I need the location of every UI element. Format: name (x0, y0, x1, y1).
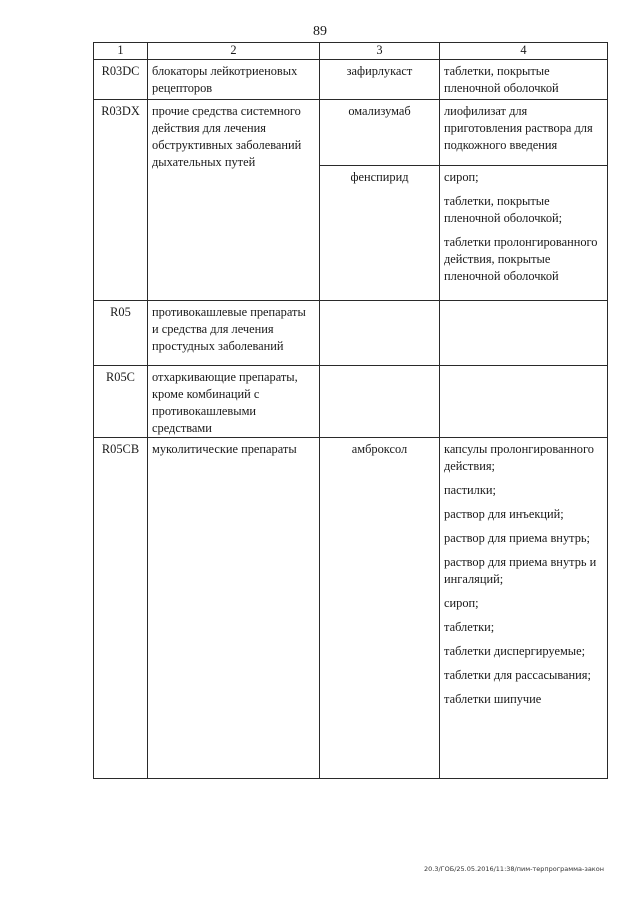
dosage-form: сироп; (444, 170, 479, 184)
table-row (94, 366, 608, 438)
inn-name: зафирлукаст (320, 60, 440, 100)
dosage-form: раствор для приема внутрь и ингаляций; (444, 555, 597, 586)
group-name: муколитические препараты (148, 438, 320, 779)
dosage-forms (440, 60, 608, 100)
inn-name (320, 366, 440, 438)
dosage-form: таблетки для рассасывания; (444, 668, 591, 682)
dosage-forms (440, 301, 608, 366)
header-col-4: 4 (440, 43, 608, 60)
drug-table (93, 42, 608, 779)
header-row (94, 43, 608, 60)
group-name: блокаторы лейкотриеновых рецепторов (148, 60, 320, 100)
atc-code: R05CB (94, 438, 148, 779)
dosage-form: таблетки шипучие (444, 692, 542, 706)
table-row (94, 100, 608, 166)
inn-name: амброксол (320, 438, 440, 779)
dosage-form: раствор для инъекций; (444, 507, 564, 521)
footer-reference: 20.3/ГОБ/25.05.2016/11:38/пим-терпрограмма-закон (424, 865, 604, 873)
dosage-forms (440, 166, 608, 301)
atc-code: R05C (94, 366, 148, 438)
dosage-form: раствор для приема внутрь; (444, 531, 590, 545)
header-col-2: 2 (148, 43, 320, 60)
inn-name: омализумаб (320, 100, 440, 166)
dosage-form: сироп; (444, 596, 479, 610)
inn-name: фенспирид (320, 166, 440, 301)
table-row (94, 301, 608, 366)
table-row (94, 438, 608, 779)
dosage-form: капсулы пролонгированного действия; (444, 442, 594, 473)
group-name: прочие средства системного действия для лечения обструктивных заболеваний дыхательных путей (148, 100, 320, 301)
dosage-form: таблетки диспергируемые; (444, 644, 586, 658)
atc-code: R03DX (94, 100, 148, 301)
dosage-forms (440, 438, 608, 779)
dosage-form: таблетки, покрытые пленочной оболочкой (444, 64, 559, 95)
dosage-form: таблетки пролонгированного действия, покрытые пленочной оболочкой (444, 235, 598, 283)
header-col-3: 3 (320, 43, 440, 60)
group-name: противокашлевые препараты и средства для лечения простудных заболеваний (148, 301, 320, 366)
inn-name (320, 301, 440, 366)
dosage-form: таблетки, покрытые пленочной оболочкой; (444, 194, 563, 225)
table-row (94, 60, 608, 100)
page-number: 89 (313, 24, 327, 39)
group-name: отхаркивающие препараты, кроме комбинаций с противокашлевыми средствами (148, 366, 320, 438)
dosage-form: пастилки; (444, 483, 496, 497)
header-col-1: 1 (94, 43, 148, 60)
atc-code: R03DC (94, 60, 148, 100)
dosage-form: таблетки; (444, 620, 495, 634)
atc-code: R05 (94, 301, 148, 366)
dosage-forms (440, 100, 608, 166)
dosage-form: лиофилизат для приготовления раствора для подкожного введения (444, 104, 593, 152)
dosage-forms (440, 366, 608, 438)
